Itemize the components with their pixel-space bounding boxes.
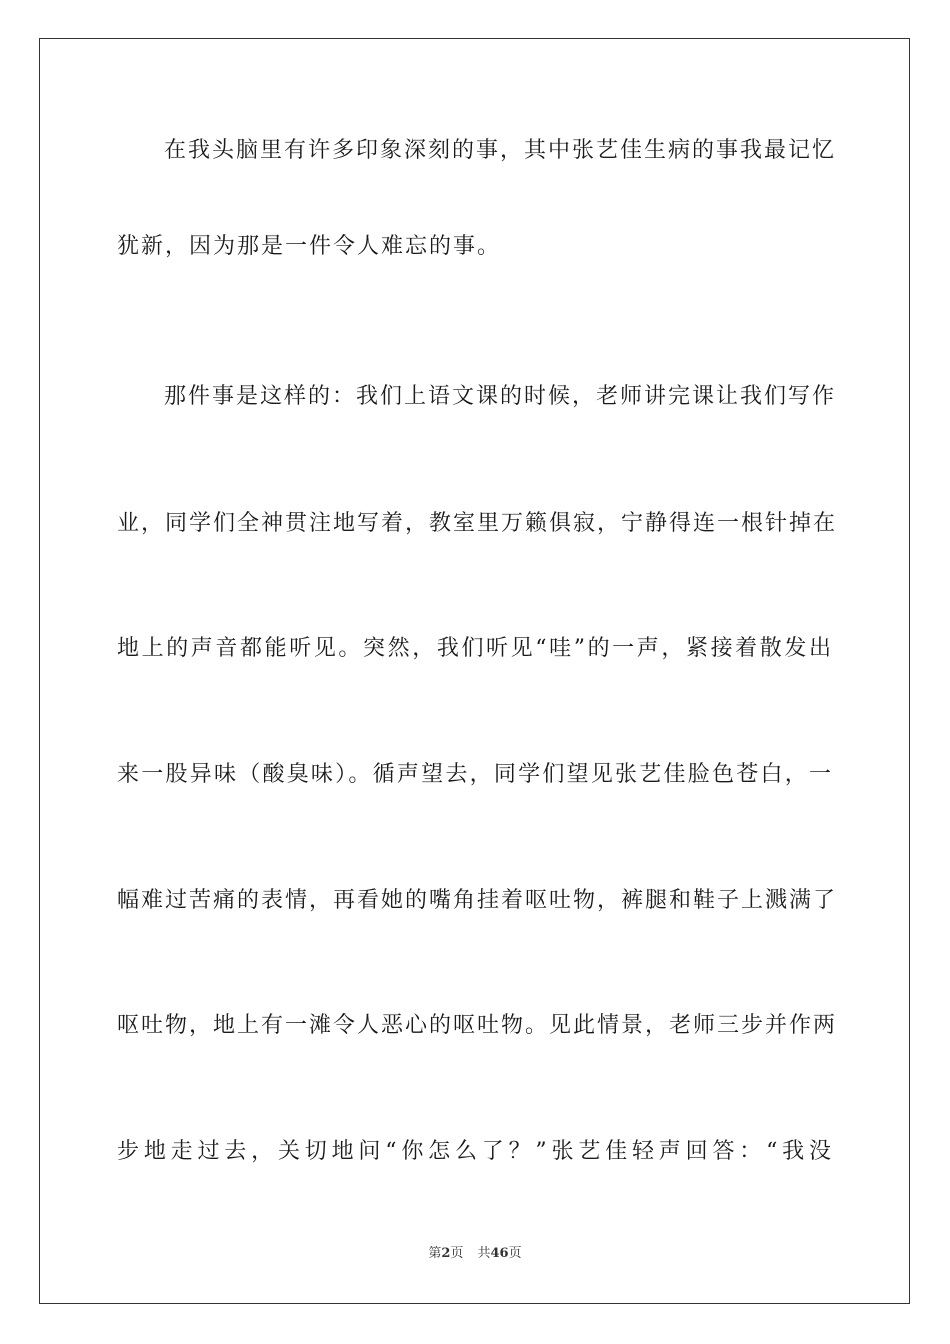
page-footer [0,1245,950,1263]
paragraph-2-line-5: 幅难过苦痛的表情，再看她的嘴角挂着呕吐物，裤腿和鞋子上溅满了 [117,888,838,913]
paragraph-2-line-1: 那件事是这样的：我们上语文课的时候，老师讲完课让我们写作 [164,384,837,409]
paragraph-2-line-3: 地上的声音都能听见。突然，我们听见“哇”的一声，紧接着散发出 [117,636,833,661]
paragraph-2-line-7: 步地走过去，关切地问“你怎么了？”张艺佳轻声回答：“我没 [117,1139,833,1164]
page-border [39,38,910,1304]
paragraph-2-line-6: 呕吐物，地上有一滩令人恶心的呕吐物。见此情景，老师三步并作两 [117,1013,838,1038]
page-number-label: 第2页 [428,1246,464,1261]
paragraph-2-line-4: 来一股异味（酸臭味）。循声望去，同学们望见张艺佳脸色苍白，一 [117,762,833,787]
paragraph-1-line-2: 犹新，因为那是一件令人难忘的事。 [117,234,502,259]
paragraph-1-line-1: 在我头脑里有许多印象深刻的事，其中张艺佳生病的事我最记忆 [164,138,837,163]
total-pages-label: 共46页 [477,1246,522,1261]
paragraph-2-line-2: 业，同学们全神贯注地写着，教室里万籁俱寂，宁静得连一根针掉在 [117,511,838,536]
